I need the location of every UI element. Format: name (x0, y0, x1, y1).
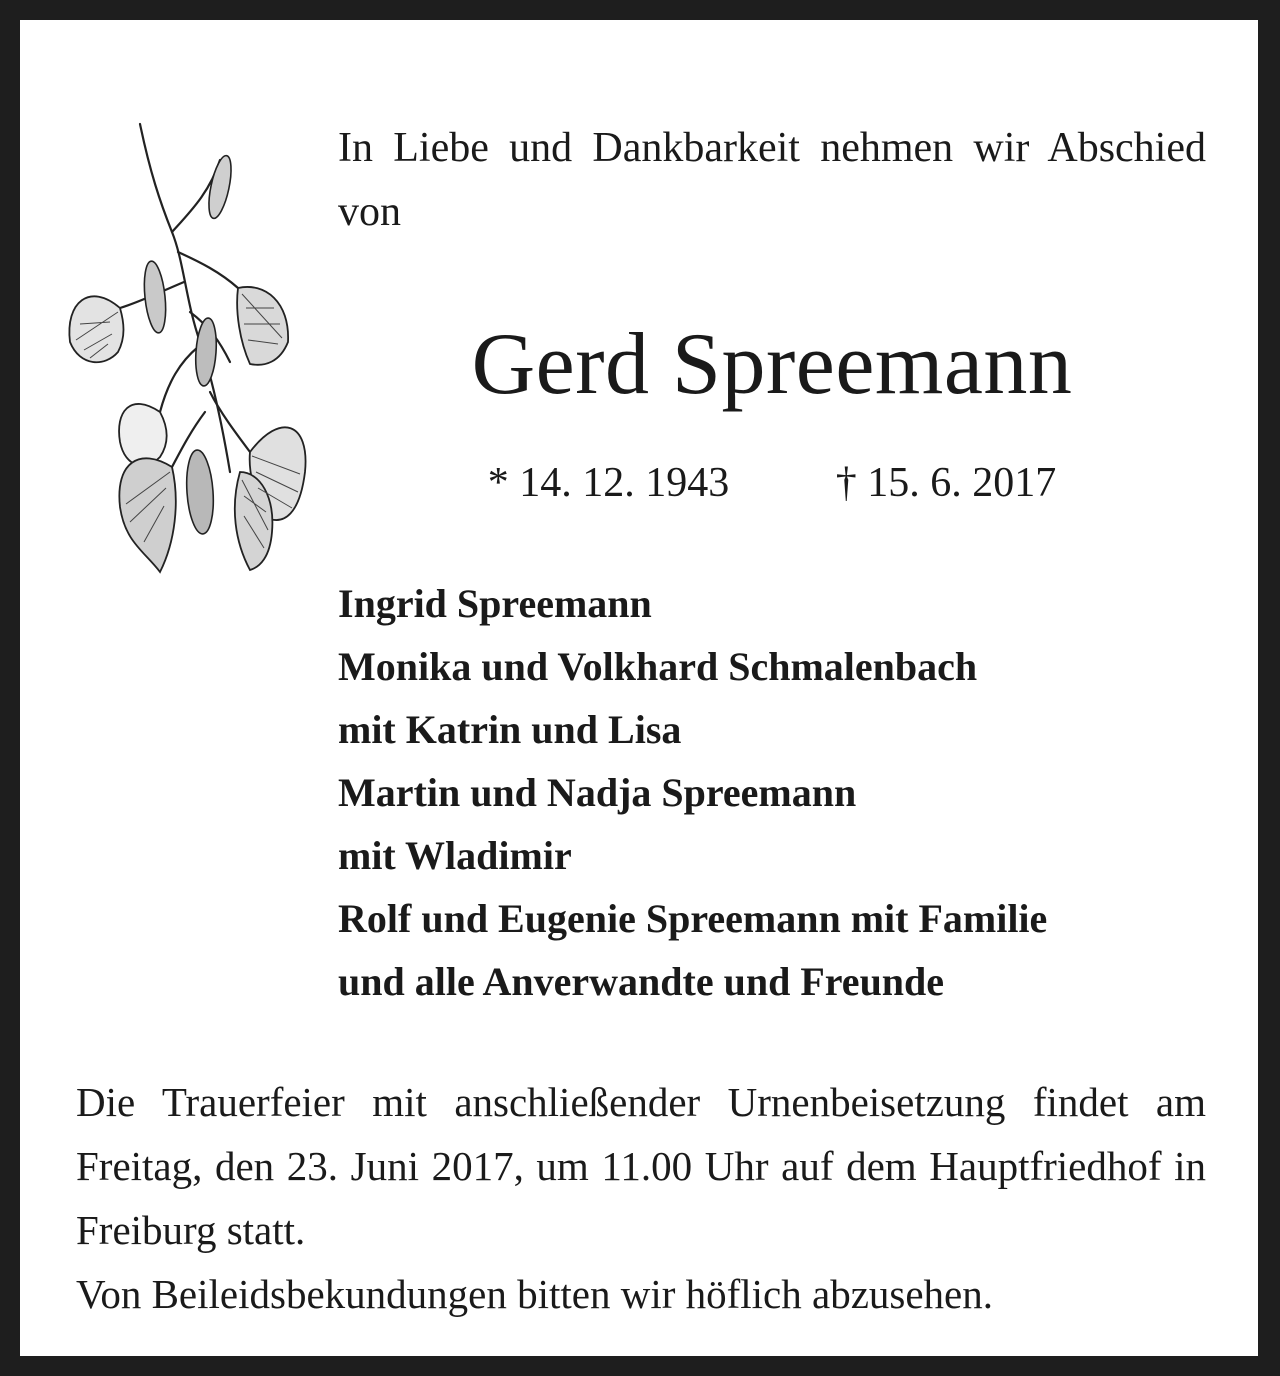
life-dates (338, 456, 1206, 510)
deceased-name: Gerd Spreemann (471, 316, 1073, 413)
mourner-line: Ingrid Spreemann (338, 581, 652, 626)
funeral-notice (76, 1070, 1206, 1326)
mourner-line: mit Katrin und Lisa (338, 707, 682, 752)
mourner-line: Monika und Volkhard Schmalenbach (338, 644, 978, 689)
obituary-notice (20, 20, 1258, 1356)
mourner-line: Martin und Nadja Spreemann (338, 770, 857, 815)
mourner-line: Rolf und Eugenie Spreemann mit Familie (338, 896, 1048, 941)
mourners-list (338, 572, 1218, 1013)
death-date: † 15. 6. 2017 (835, 460, 1057, 506)
intro-text: In Liebe und Dankbarkeit nehmen wir Abschied von (338, 125, 1206, 235)
birch-branch-illustration (60, 112, 320, 592)
ceremony-details: Die Trauerfeier mit anschließender Urnenbeisetzung findet am Freitag, den 23. Juni 2017, um 11.00 Uhr auf dem Hauptfriedhof in Freiburg statt. (76, 1079, 1206, 1253)
birth-date: * 14. 12. 1943 (487, 460, 730, 506)
condolences-note: Von Beileidsbekundungen bitten wir höflich abzusehen. (76, 1271, 993, 1317)
mourner-line: mit Wladimir (338, 833, 572, 878)
mourner-line: und alle Anverwandte und Freunde (338, 959, 945, 1004)
